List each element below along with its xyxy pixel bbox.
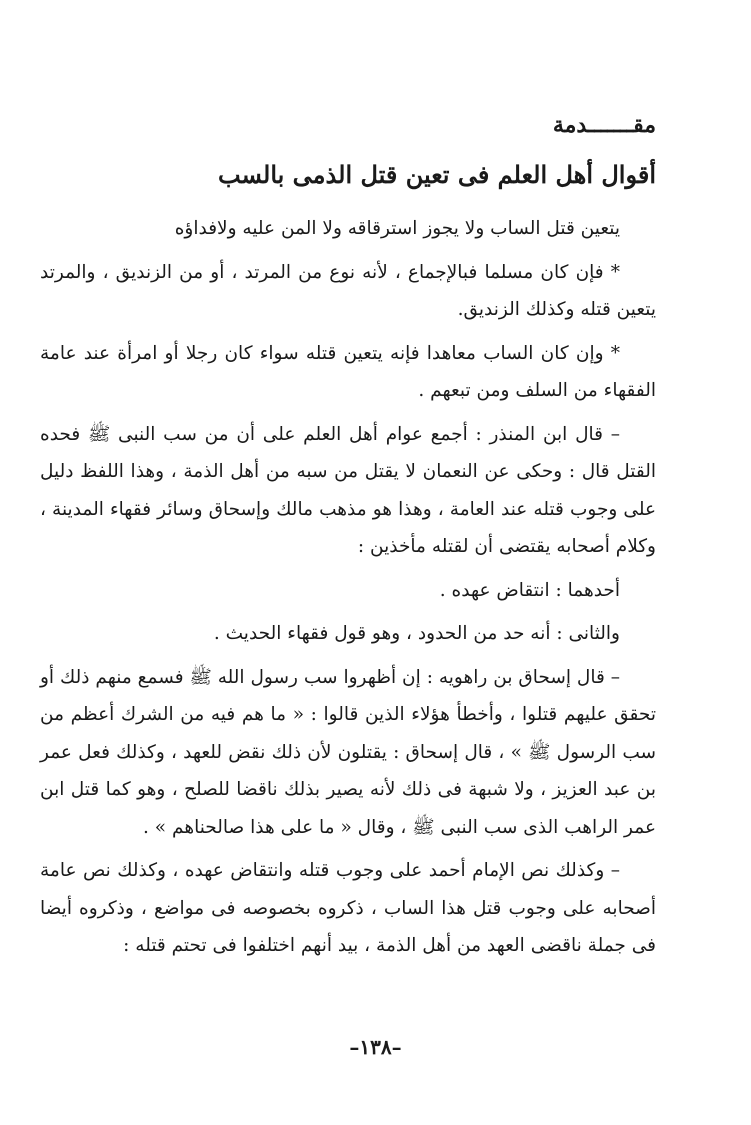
paragraph-ibn-almundhir: – قال ابن المنذر : أجمع عوام أهل العلم على أن من سب النبى ﷺ فحده القتل قال : وحكى عن النعمان لا يقتل من سبه من أهل الذمة ، وهذا اللفظ دليل على وجوب قتله عند العامة ، وهذا هو مذهب مالك وإسحاق وسائر فقهاء المدينة ، وكلام أصحابه يقتضى أن لقتله مأخذين : bbox=[40, 423, 656, 557]
paragraph-second-reason: والثانى : أنه حد من الحدود ، وهو قول فقهاء الحديث . bbox=[213, 623, 620, 644]
page-number: –١٣٨– bbox=[349, 1035, 402, 1059]
paragraph-muahid-case: * وإن كان الساب معاهدا فإنه يتعين قتله سواء كان رجلا أو امرأة عند عامة الفقهاء من السلف ومن تبعهم . bbox=[40, 342, 656, 401]
paragraph-first-reason: أحدهما : انتقاض عهده . bbox=[439, 579, 620, 601]
chapter-title: أقوال أهل العلم فى تعين قتل الذمى بالسب bbox=[218, 160, 656, 189]
paragraph-intro: يتعين قتل الساب ولا يجوز استرقاقه ولا المن عليه ولافداؤه bbox=[174, 218, 620, 239]
body-text bbox=[40, 210, 656, 971]
paragraph-muslim-case: * فإن كان مسلما فبالإجماع ، لأنه نوع من المرتد ، أو من الزنديق ، والمرتد يتعين قتله وكذلك الزنديق. bbox=[40, 261, 656, 320]
section-header: مقـــــــدمة bbox=[552, 112, 656, 138]
paragraph-ahmad: – وكذلك نص الإمام أحمد على وجوب قتله وانتقاض عهده ، وكذلك نص عامة أصحابه على وجوب قتل هذا الساب ، ذكروه بخصوصه فى مواضع ، وذكروه أيضا فى جملة ناقضى العهد من أهل الذمة ، بيد أنهم اختلفوا فى تحتم قتله : bbox=[40, 860, 656, 956]
paragraph-ishaq: – قال إسحاق بن راهويه : إن أظهروا سب رسول الله ﷺ فسمع منهم ذلك أو تحقق عليهم قتلوا ، وأخطأ هؤلاء الذين قالوا : « ما هم فيه من الشرك أعظم من سب الرسول ﷺ » ، قال إسحاق : يقتلون لأن ذلك نقض للعهد ، وكذلك فعل عمر بن عبد العزيز ، ولا شبهة فى ذلك لأنه يصير بذلك ناقضا للصلح ، وهو كما قتل ابن عمر الراهب الذى سب النبى ﷺ ، وقال « ما على هذا صالحناهم » . bbox=[40, 666, 656, 838]
